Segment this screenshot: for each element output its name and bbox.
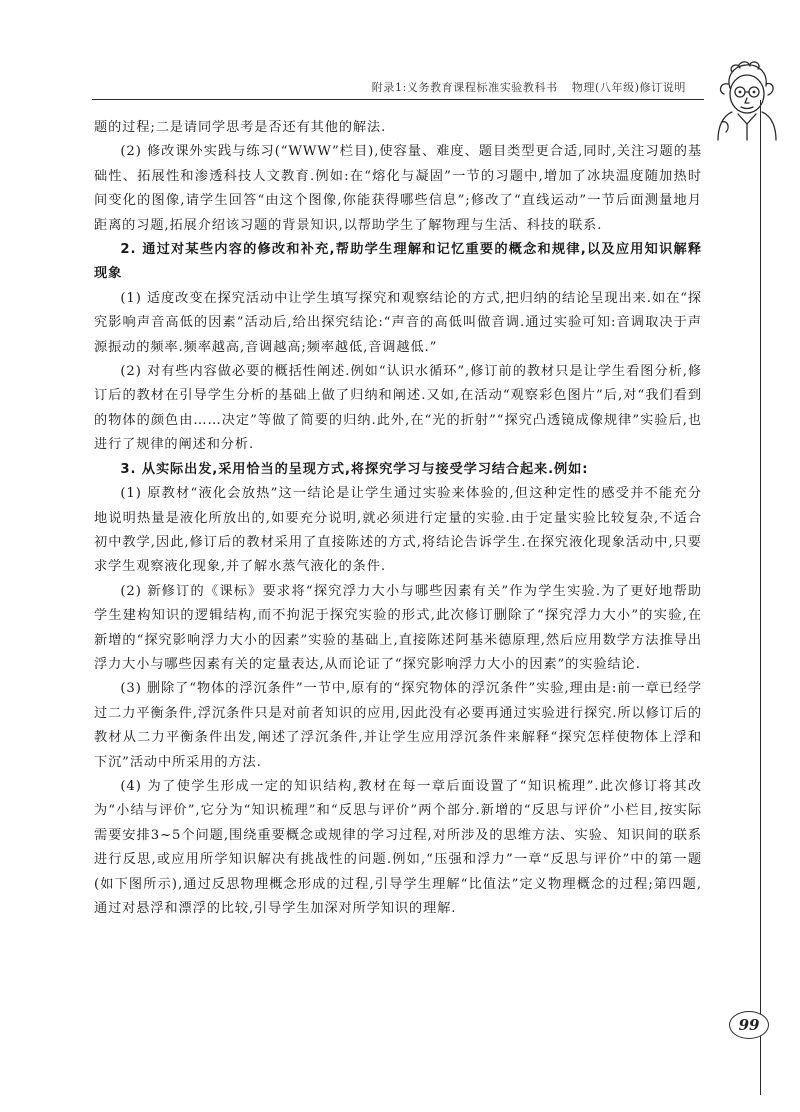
paragraph-5: (1) 原教材“液化会放热”这一结论是让学生通过实验来体验的,但这种定性的感受并不能充分地说明热量是液化所放出的,如要充分说明,就必须进行定量的实验.由于定量实验比较复杂,不适合初中教学,因此,修订后的教材采用了直接陈述的方式,将结论告诉学生.在探究液化现象活动中,只要求学生观察液化现象,并了解水蒸气液化的条件. (94, 486, 702, 575)
header-rule (92, 99, 704, 100)
body-text (94, 116, 702, 921)
header-book-title: 物理(八年级)修订说明 (571, 81, 686, 94)
paragraph-8: (4) 为了使学生形成一定的知识结构,教材在每一章后面设置了“知识梳理”.此次修订将其改为“小结与评价”,它分为“知识梳理”和“反思与评价”两个部分.新增的“反思与评价”小栏目,按实际需要安排3~5个问题,围绕重要概念或规律的学习过程,对所涉及的思维方法、实验、知识间的联系进行反思,或应用所学知识解决有挑战性的问题.例如,“压强和浮力”一章“反思与评价”中的第一题(如下图所示),通过反思物理概念形成的过程,引导学生理解“比值法”定义物理概念的过程;第四题,通过对悬浮和漂浮的比较,引导学生加深对所学知识的理解. (94, 778, 702, 916)
paragraph-7: (3) 删除了“物体的浮沉条件”一节中,原有的“探究物体的浮沉条件”实验,理由是:前一章已经学过二力平衡条件,浮沉条件只是对前者知识的应用,因此没有必要再通过实验进行探究.所以修订后的教材从二力平衡条件出发,阐述了浮沉条件,并让学生应用浮沉条件来解释“探究怎样使物体上浮和下沉”活动中所采用的方法. (94, 681, 702, 770)
margin-rule (760, 100, 761, 1095)
paragraph-4: (2) 对有些内容做必要的概括性阐述.例如“认识水循环”,修订前的教材只是让学生看图分析,修订后的教材在引导学生分析的基础上做了归纳和阐述.又如,在活动“观察彩色图片”后,对“我们看到的物体的颜色由……决定”等做了简要的归纳.此外,在“光的折射”“探究凸透镜成像规律”实验后,也进行了规律的阐述和分析. (94, 364, 702, 453)
page-number-badge (729, 1011, 769, 1039)
header-appendix: 附录1:义务教育课程标准实验教科书 (371, 81, 558, 94)
scientist-mascot-icon (708, 58, 782, 142)
paragraph-2: (2) 修改课外实践与练习(“WWW”栏目),使容量、难度、题目类型更合适,同时,关注习题的基础性、拓展性和渗透科技人文教育.例如:在“熔化与凝固”一节的习题中,增加了冰块温度随加热时间变化的图像,请学生回答“由这个图像,你能获得哪些信息”;修改了“直线运动”一节后面测量地月距离的习题,拓展介绍该习题的背景知识,以帮助学生了解物理与生活、科技的联系. (94, 144, 702, 233)
running-header (362, 79, 686, 95)
paragraph-3: (1) 适度改变在探究活动中让学生填写探究和观察结论的方式,把归纳的结论呈现出来.如在“探究影响声音高低的因素”活动后,给出探究结论:“声音的高低叫做音调.通过实验可知:音调取决于声源振动的频率.频率越高,音调越高;频率越低,音调越低.” (94, 290, 702, 355)
section-heading-3: 3. 从实际出发,采用恰当的呈现方式,将探究学习与接受学习结合起来.例如: (120, 461, 589, 477)
paragraph-6: (2) 新修订的《课标》要求将“探究浮力大小与哪些因素有关”作为学生实验.为了更好地帮助学生建构知识的逻辑结构,而不拘泥于探究实验的形式,此次修订删除了“探究浮力大小”的实验,在新增的“探究影响浮力大小的因素”实验的基础上,直接陈述阿基米德原理,然后应用数学方法推导出浮力大小与哪些因素有关的定量表达,从而论证了“探究影响浮力大小的因素”的实验结论. (94, 583, 702, 672)
section-heading-2: 2. 通过对某些内容的修改和补充,帮助学生理解和记忆重要的概念和规律,以及应用知识解释现象 (94, 242, 702, 282)
paragraph-1: 题的过程;二是请同学思考是否还有其他的解法. (94, 120, 387, 135)
page-number: 99 (738, 1016, 760, 1034)
